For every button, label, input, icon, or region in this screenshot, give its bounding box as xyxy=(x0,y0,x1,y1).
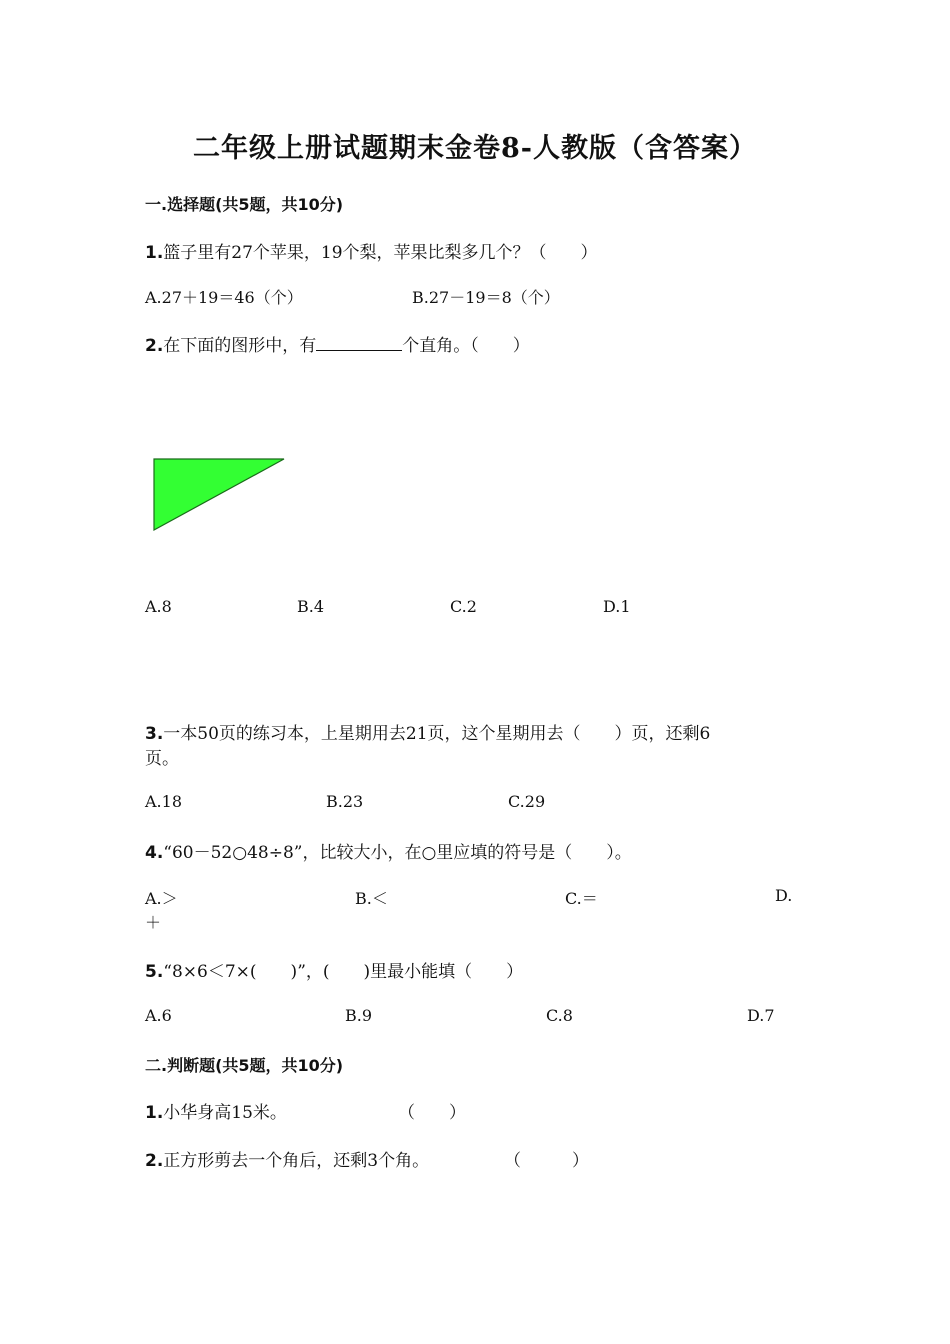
question-text: 篮子里有27个苹果，19个梨，苹果比梨多几个？（ ） xyxy=(163,243,598,263)
question-text: 正方形剪去一个角后，还剩3个角。 xyxy=(163,1151,430,1171)
question-text: 小华身高15米。 xyxy=(163,1103,287,1123)
question-number: 2. xyxy=(145,336,164,356)
q4-option-c: C.＝ xyxy=(565,889,598,908)
q2-option-b: B.4 xyxy=(297,597,325,616)
q4-option-a: A.＞ xyxy=(145,889,178,908)
question-text-after: 个直角。（ ） xyxy=(402,336,530,356)
judgement-2 xyxy=(145,1146,429,1171)
q1-option-a: A.27＋19＝46（个） xyxy=(145,288,303,307)
question-1 xyxy=(145,238,598,263)
q4-option-d-symbol: ＋ xyxy=(145,913,162,932)
q3-option-b: B.23 xyxy=(326,792,364,811)
q2-option-a: A.8 xyxy=(145,597,172,616)
q5-option-b: B.9 xyxy=(345,1006,373,1025)
q5-option-a: A.6 xyxy=(145,1006,172,1025)
q4-option-b: B.＜ xyxy=(355,889,388,908)
question-3 xyxy=(145,719,710,744)
question-number: 4. xyxy=(145,843,164,863)
q5-option-c: C.8 xyxy=(546,1006,573,1025)
question-2 xyxy=(145,331,530,356)
q3-option-c: C.29 xyxy=(508,792,546,811)
q5-option-d: D.7 xyxy=(747,1006,775,1025)
question-5 xyxy=(145,957,523,982)
q3-option-a: A.18 xyxy=(145,792,182,811)
question-text-before: 在下面的图形中，有 xyxy=(163,336,317,356)
q4-option-d: D. xyxy=(775,886,793,905)
judgement-1-paren: （ ） xyxy=(398,1103,466,1123)
question-text-line1: 一本50页的练习本，上星期用去21页，这个星期用去（ ）页，还剩6 xyxy=(163,724,711,744)
question-number: 3. xyxy=(145,724,164,744)
question-number: 1. xyxy=(145,1103,164,1123)
q2-option-c: C.2 xyxy=(450,597,477,616)
right-triangle-figure xyxy=(150,455,290,535)
section-heading-choice: 一.选择题(共5题，共10分) xyxy=(145,195,344,214)
judgement-2-paren: （ ） xyxy=(504,1151,589,1171)
q2-option-d: D.1 xyxy=(603,597,631,616)
question-number: 1. xyxy=(145,243,164,263)
green-triangle xyxy=(154,459,284,530)
question-3-line2: 页。 xyxy=(145,749,179,769)
question-number: 5. xyxy=(145,962,164,982)
question-text: “8×6＜7×( )”，( )里最小能填（ ） xyxy=(163,962,524,982)
section-heading-judgement: 二.判断题(共5题，共10分) xyxy=(145,1056,344,1075)
question-4 xyxy=(145,838,632,863)
answer-blank xyxy=(316,334,402,351)
question-number: 2. xyxy=(145,1151,164,1171)
page-title: 二年级上册试题期末金卷8-人教版（含答案） xyxy=(193,133,757,164)
q1-option-b: B.27－19＝8（个） xyxy=(412,288,560,307)
question-text: “60－52○48÷8”，比较大小，在○里应填的符号是（ ）。 xyxy=(163,843,632,863)
judgement-1 xyxy=(145,1098,287,1123)
